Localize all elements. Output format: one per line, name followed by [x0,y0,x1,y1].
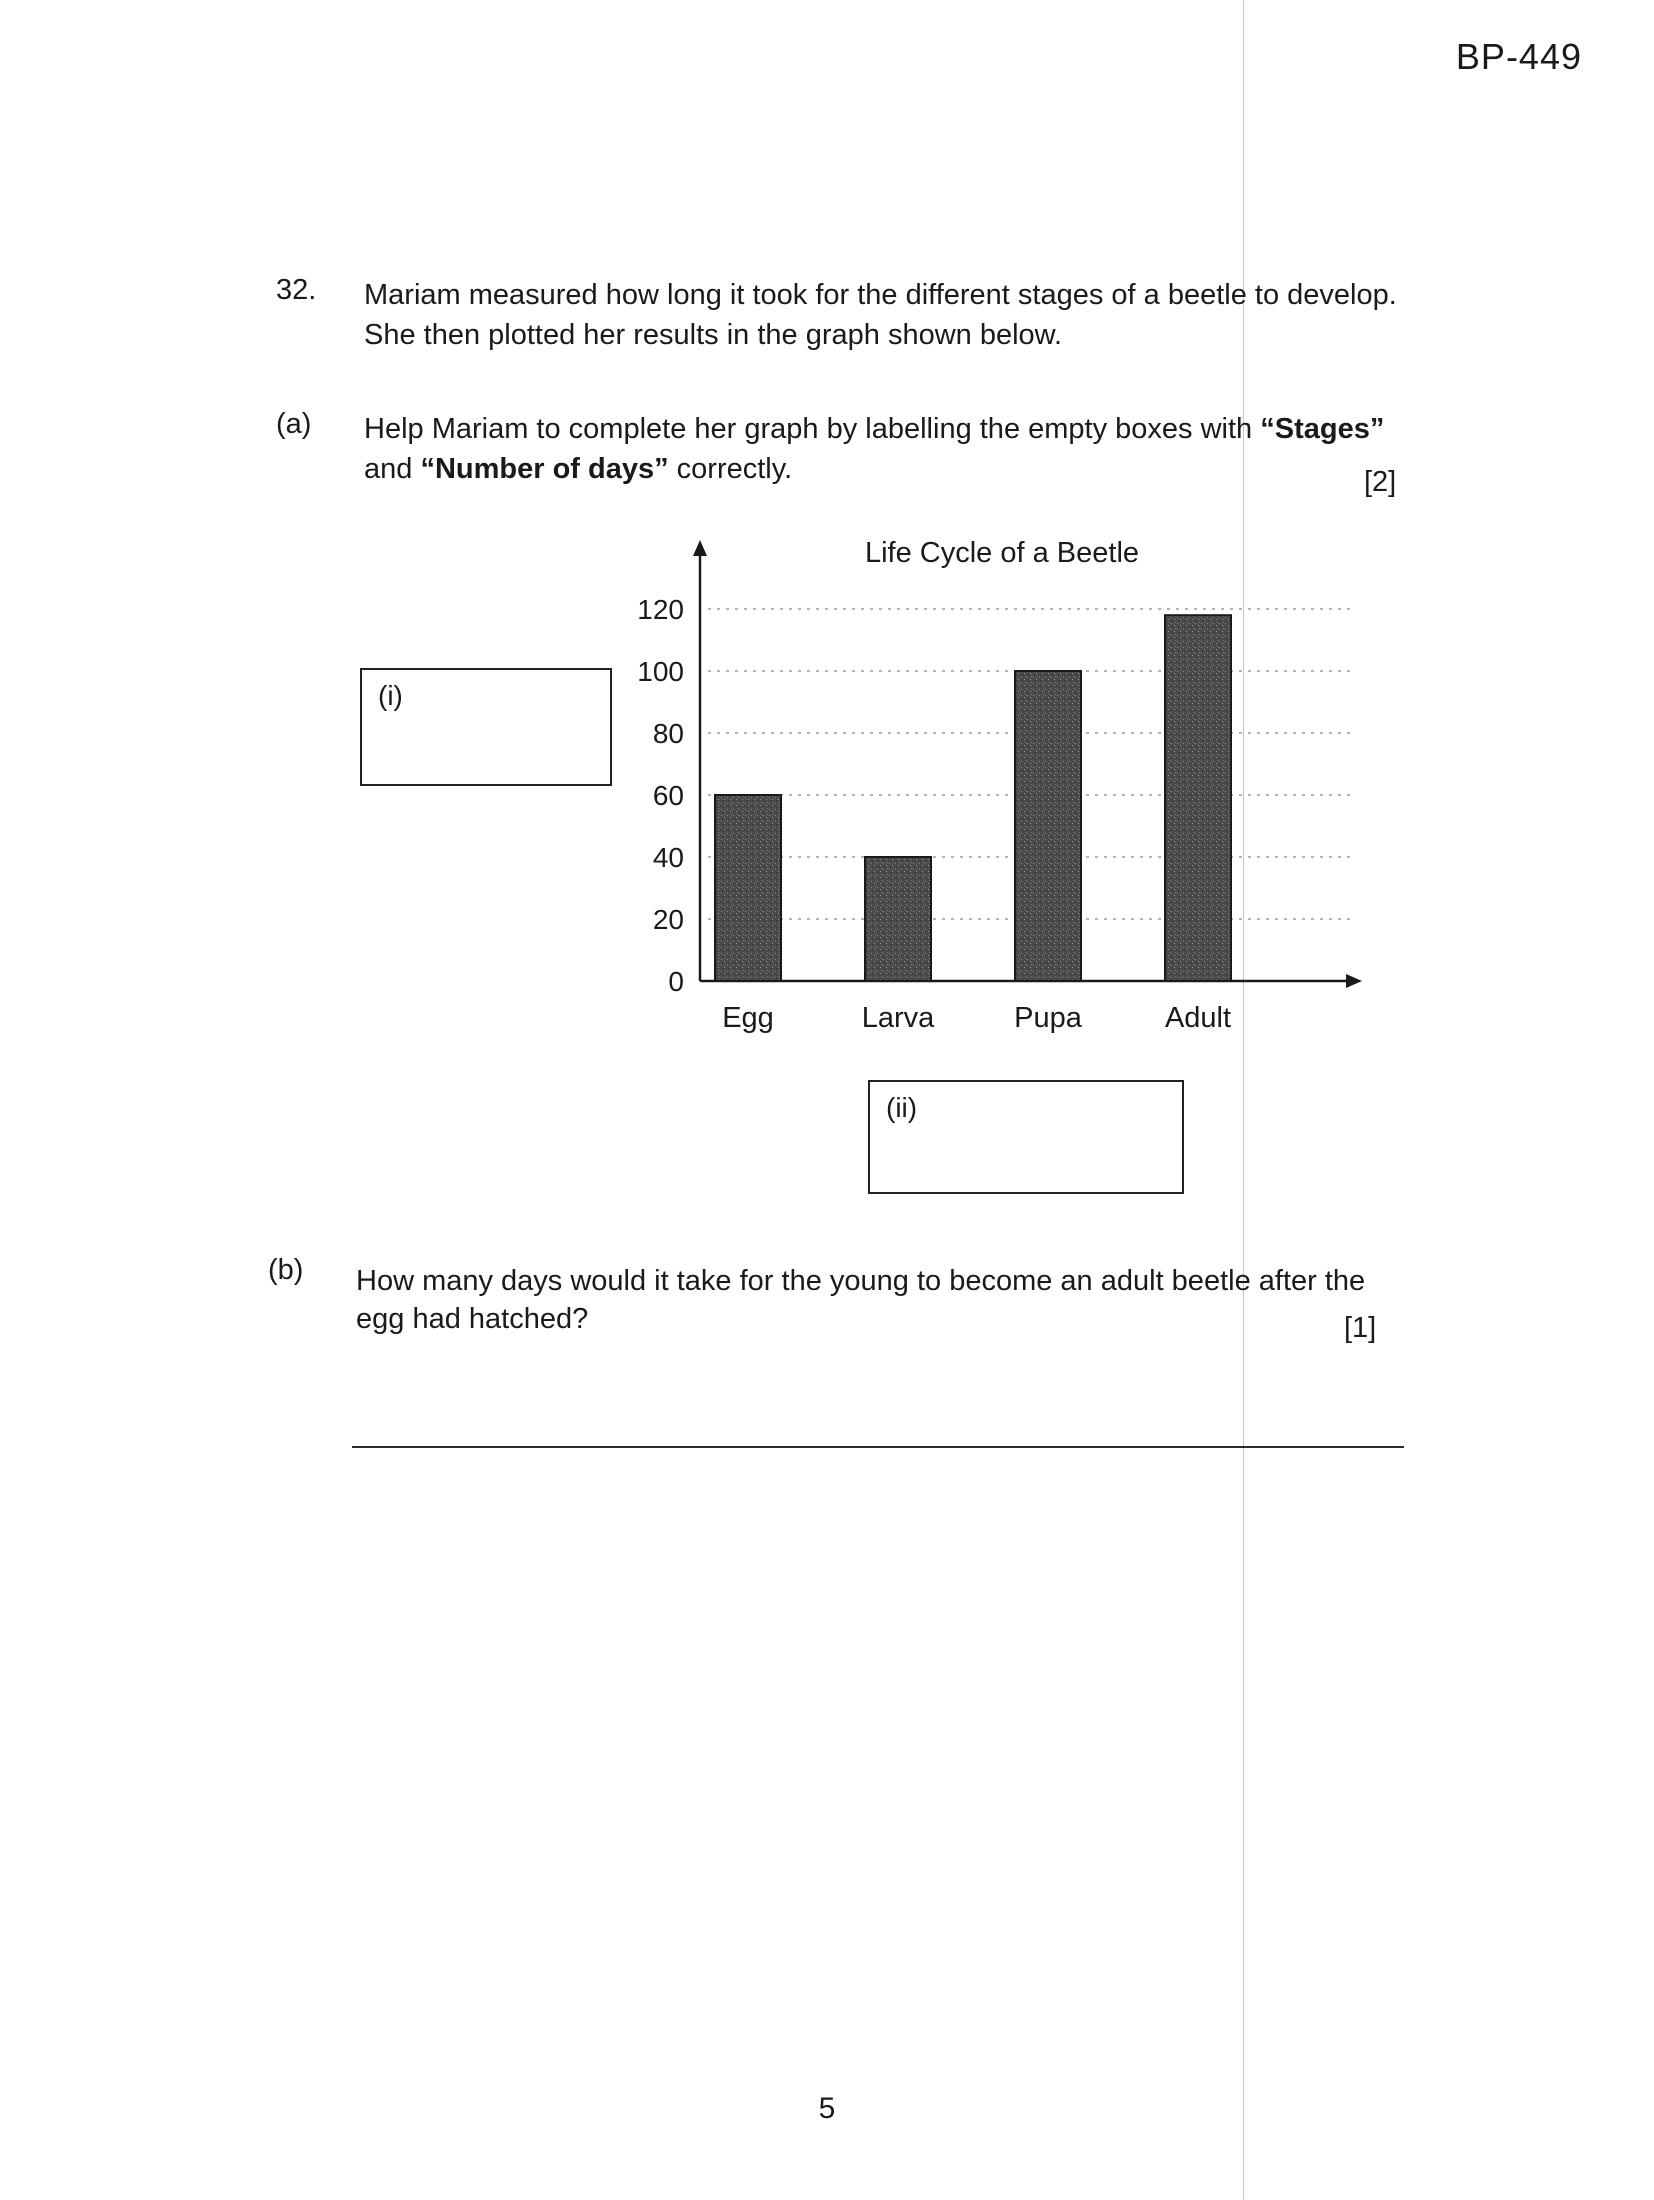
part-a-marks: [2] [1364,466,1397,498]
part-b-line-2: egg had hatched? [356,1303,589,1335]
part-a-line-2 [364,450,792,488]
bar-chart [600,520,1380,1060]
part-a-line-2-post: correctly. [668,453,793,485]
x-tick-label-adult: Adult [1164,1002,1232,1034]
number-of-days-term: “Number of days” [420,453,669,485]
bar-adult [1165,615,1231,981]
y-tick-label: 80 [652,718,684,749]
answer-box-i-label: (i) [378,680,403,711]
y-axis-arrow [693,540,707,556]
x-tick-label-larva: Larva [861,1002,935,1034]
part-b-line-1: How many days would it take for the young to become an adult beetle after the [356,1265,1366,1297]
question-intro-line-1: Mariam measured how long it took for the different stages of a beetle to develop. [364,279,1397,311]
bar-egg [715,795,781,981]
x-axis-arrow [1346,974,1362,988]
bar-pupa [1015,671,1081,981]
y-tick-label: 20 [652,904,684,935]
paper-code: BP-449 [1455,36,1582,77]
bar-larva [865,857,931,981]
y-tick-label: 120 [637,594,684,625]
answer-box-ii[interactable] [868,1080,1184,1194]
part-a-label: (a) [276,408,312,440]
part-a-line-2-pre: and [364,453,421,485]
question-intro-line-2: She then plotted her results in the graph shown below. [364,319,1063,351]
part-a-line-1 [364,410,1384,448]
answer-box-i[interactable] [360,668,612,786]
x-tick-label-pupa: Pupa [1014,1002,1082,1034]
part-b-label: (b) [268,1254,304,1286]
part-a-line-1-text: Help Mariam to complete her graph by labelling the empty boxes with [364,413,1261,445]
answer-writing-line[interactable] [352,1446,1404,1448]
part-b-marks: [1] [1344,1312,1377,1344]
y-tick-label: 40 [652,842,684,873]
y-tick-label: 60 [652,780,684,811]
stages-term: “Stages” [1260,413,1385,445]
scan-artifact-line [1243,0,1244,2200]
chart-title: Life Cycle of a Beetle [864,537,1140,569]
y-tick-label: 100 [637,656,684,687]
page-number: 5 [818,2092,836,2125]
question-number: 32. [276,274,317,306]
y-tick-label: 0 [668,966,684,997]
answer-box-ii-label: (ii) [886,1092,918,1123]
x-tick-label-egg: Egg [722,1002,774,1034]
